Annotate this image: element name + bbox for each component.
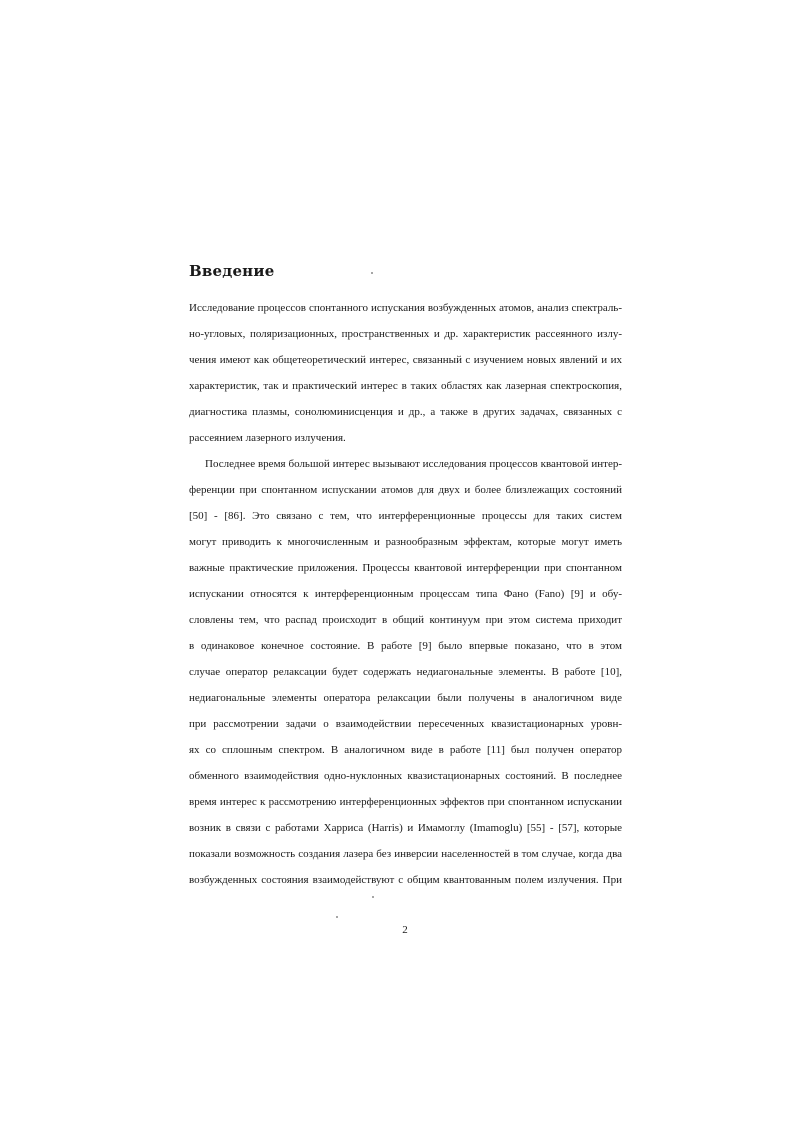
text-line: возбужденных состояния взаимодействуют с общим квантованным полем излучения. При (189, 874, 622, 886)
text-line: недиагональные элементы оператора релаксации были получены в аналогичном виде (189, 692, 622, 704)
text-line: испускании относятся к интерференционным процессам типа Фано (Fano) [9] и обу- (189, 588, 622, 600)
text-line: ях со сплошным спектром. В аналогичном виде в работе [11] был получен оператор (189, 744, 622, 756)
text-line: обменного взаимодействия одно-нуклонных квазистационарных состояний. В последнее (189, 770, 622, 782)
text-line: ференции при спонтанном испускании атомов для двух и более близлежащих состояний (189, 484, 622, 496)
text-line: но-угловых, поляризационных, пространственных и др. характеристик рассеянного излу- (189, 328, 622, 340)
text-line: в одинаковое конечное состояние. В работе [9] было впервые показано, что в этом (189, 640, 622, 652)
section-heading: Введение (189, 262, 275, 280)
text-line: диагностика плазмы, сонолюминисценция и др., а также в других задачах, связанных с (189, 406, 622, 418)
text-line: при рассмотрении задачи о взаимодействии пересеченных квазистационарных уровн- (189, 718, 622, 730)
text-line: показали возможность создания лазера без инверсии населенностей в том случае, когда два (189, 848, 622, 860)
scan-speck (371, 272, 373, 274)
text-line: случае оператор релаксации будет содержать недиагональные элементы. В работе [10], (189, 666, 622, 678)
text-line: [50] - [86]. Это связано с тем, что интерференционные процессы для таких систем (189, 510, 622, 522)
text-line: чения имеют как общетеоретический интерес, связанный с изучением новых явлений и их (189, 354, 622, 366)
text-line: время интерес к рассмотрению интерференционных эффектов при спонтанном испускании (189, 796, 622, 808)
scan-speck (336, 916, 338, 918)
text-line: рассеянием лазерного излучения. (189, 432, 346, 444)
text-line: Последнее время большой интерес вызывают исследования процессов квантовой интер- (205, 458, 622, 470)
text-line: словлены тем, что распад происходит в общий континуум при этом система приходит (189, 614, 622, 626)
text-line: важные практические приложения. Процессы квантовой интерференции при спонтанном (189, 562, 622, 574)
text-line: возник в связи с работами Харриса (Harris) и Имамоглу (Imamoglu) [55] - [57], которые (189, 822, 622, 834)
text-line: Исследование процессов спонтанного испускания возбужденных атомов, анализ спектраль- (189, 302, 622, 314)
scan-speck (372, 896, 374, 898)
text-line: характеристик, так и практический интерес в таких областях как лазерная спектроскопия, (189, 380, 622, 392)
text-line: могут приводить к многочисленным и разнообразным эффектам, которые могут иметь (189, 536, 622, 548)
page-number: 2 (402, 924, 408, 936)
